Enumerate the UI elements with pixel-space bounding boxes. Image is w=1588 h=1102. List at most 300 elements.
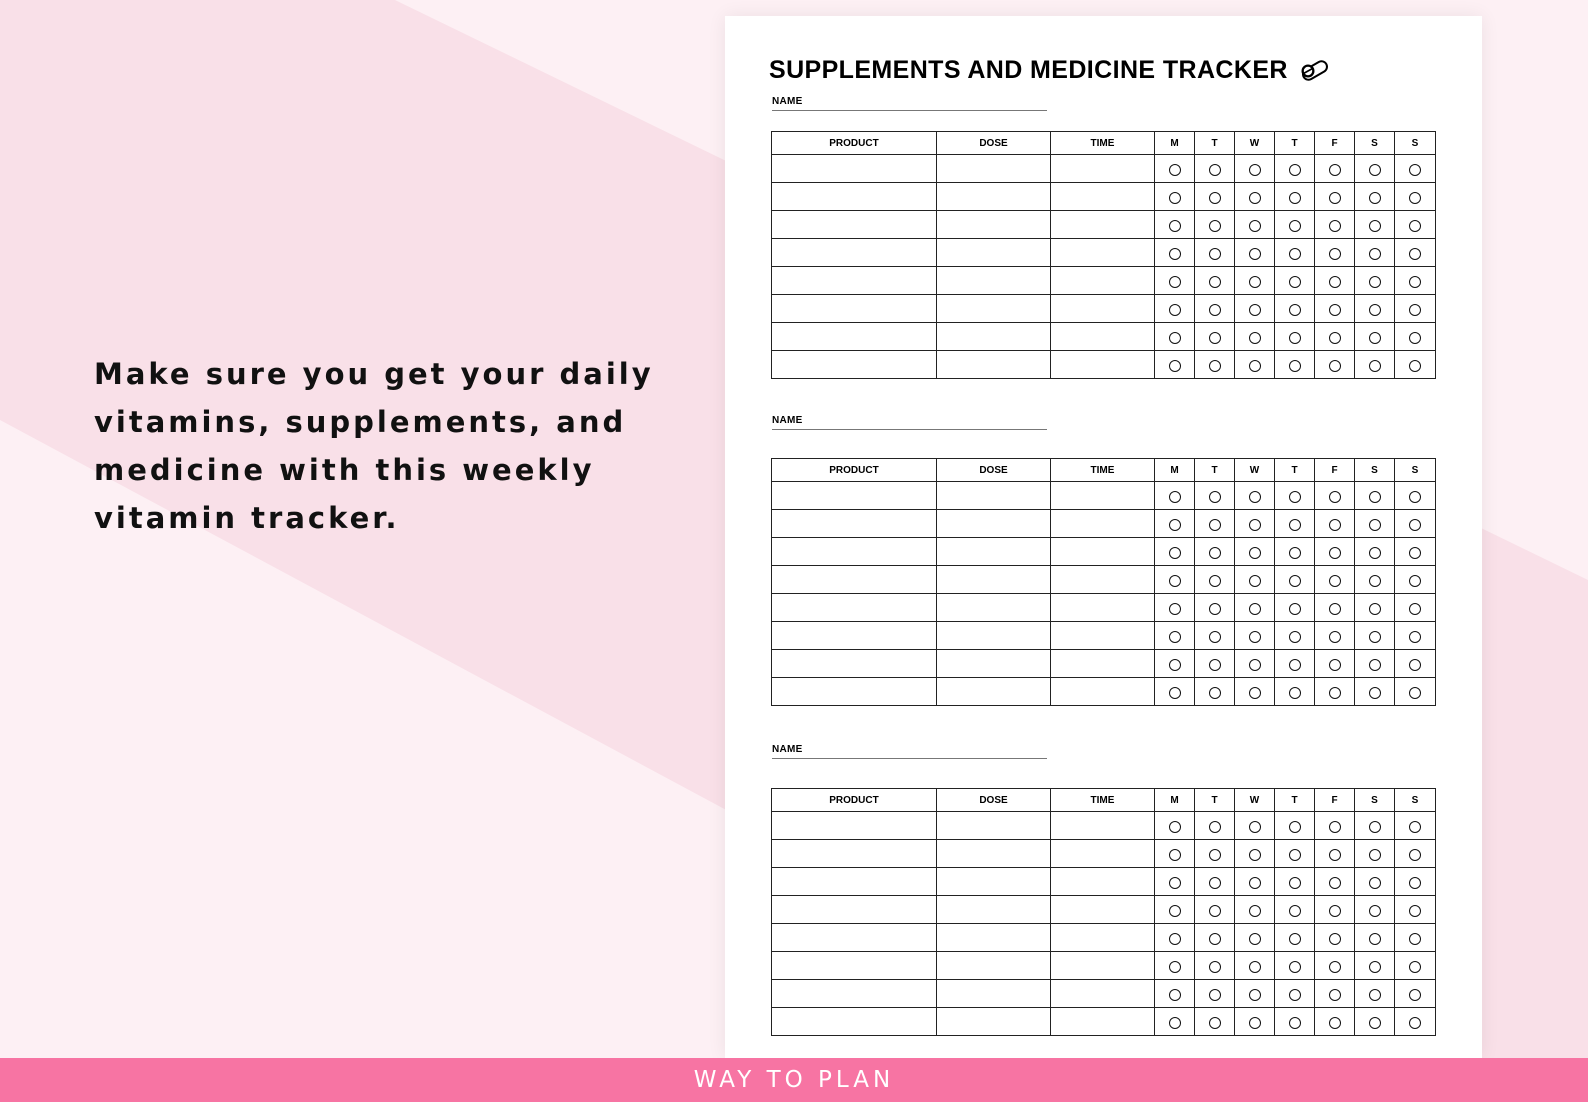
circle-checkbox-icon[interactable]	[1169, 192, 1181, 204]
day-check-cell[interactable]	[1315, 1008, 1355, 1036]
day-check-cell[interactable]	[1275, 622, 1315, 650]
circle-checkbox-icon[interactable]	[1409, 491, 1421, 503]
day-check-cell[interactable]	[1275, 980, 1315, 1008]
day-check-cell[interactable]	[1235, 1008, 1275, 1036]
time-cell[interactable]	[1051, 924, 1155, 952]
day-check-cell[interactable]	[1355, 482, 1395, 510]
day-check-cell[interactable]	[1275, 510, 1315, 538]
day-check-cell[interactable]	[1315, 566, 1355, 594]
circle-checkbox-icon[interactable]	[1329, 905, 1341, 917]
day-check-cell[interactable]	[1395, 538, 1436, 566]
circle-checkbox-icon[interactable]	[1289, 575, 1301, 587]
day-check-cell[interactable]	[1235, 622, 1275, 650]
day-check-cell[interactable]	[1235, 239, 1275, 267]
day-check-cell[interactable]	[1395, 323, 1436, 351]
product-cell[interactable]	[772, 924, 937, 952]
day-check-cell[interactable]	[1195, 538, 1235, 566]
day-check-cell[interactable]	[1355, 267, 1395, 295]
day-check-cell[interactable]	[1315, 323, 1355, 351]
circle-checkbox-icon[interactable]	[1289, 491, 1301, 503]
day-check-cell[interactable]	[1395, 622, 1436, 650]
day-check-cell[interactable]	[1315, 155, 1355, 183]
product-cell[interactable]	[772, 980, 937, 1008]
day-check-cell[interactable]	[1315, 868, 1355, 896]
product-cell[interactable]	[772, 482, 937, 510]
day-check-cell[interactable]	[1395, 868, 1436, 896]
circle-checkbox-icon[interactable]	[1169, 1017, 1181, 1029]
dose-cell[interactable]	[937, 538, 1051, 566]
day-check-cell[interactable]	[1395, 351, 1436, 379]
time-cell[interactable]	[1051, 510, 1155, 538]
day-check-cell[interactable]	[1355, 980, 1395, 1008]
dose-cell[interactable]	[937, 295, 1051, 323]
day-check-cell[interactable]	[1275, 295, 1315, 323]
circle-checkbox-icon[interactable]	[1169, 961, 1181, 973]
dose-cell[interactable]	[937, 924, 1051, 952]
circle-checkbox-icon[interactable]	[1369, 164, 1381, 176]
day-check-cell[interactable]	[1315, 538, 1355, 566]
day-check-cell[interactable]	[1195, 868, 1235, 896]
product-cell[interactable]	[772, 840, 937, 868]
circle-checkbox-icon[interactable]	[1409, 631, 1421, 643]
day-check-cell[interactable]	[1155, 980, 1195, 1008]
circle-checkbox-icon[interactable]	[1409, 877, 1421, 889]
name-field[interactable]	[772, 96, 1047, 111]
day-check-cell[interactable]	[1395, 980, 1436, 1008]
product-cell[interactable]	[772, 295, 937, 323]
day-check-cell[interactable]	[1315, 896, 1355, 924]
circle-checkbox-icon[interactable]	[1369, 519, 1381, 531]
dose-cell[interactable]	[937, 840, 1051, 868]
dose-cell[interactable]	[937, 622, 1051, 650]
day-check-cell[interactable]	[1195, 267, 1235, 295]
day-check-cell[interactable]	[1195, 323, 1235, 351]
dose-cell[interactable]	[937, 267, 1051, 295]
circle-checkbox-icon[interactable]	[1209, 360, 1221, 372]
day-check-cell[interactable]	[1235, 323, 1275, 351]
time-cell[interactable]	[1051, 1008, 1155, 1036]
circle-checkbox-icon[interactable]	[1369, 220, 1381, 232]
day-check-cell[interactable]	[1155, 952, 1195, 980]
circle-checkbox-icon[interactable]	[1369, 276, 1381, 288]
day-check-cell[interactable]	[1315, 840, 1355, 868]
day-check-cell[interactable]	[1155, 295, 1195, 323]
time-cell[interactable]	[1051, 323, 1155, 351]
time-cell[interactable]	[1051, 678, 1155, 706]
time-cell[interactable]	[1051, 566, 1155, 594]
time-cell[interactable]	[1051, 295, 1155, 323]
day-check-cell[interactable]	[1315, 594, 1355, 622]
circle-checkbox-icon[interactable]	[1209, 849, 1221, 861]
circle-checkbox-icon[interactable]	[1409, 603, 1421, 615]
product-cell[interactable]	[772, 1008, 937, 1036]
day-check-cell[interactable]	[1155, 678, 1195, 706]
circle-checkbox-icon[interactable]	[1209, 248, 1221, 260]
dose-cell[interactable]	[937, 239, 1051, 267]
day-check-cell[interactable]	[1355, 840, 1395, 868]
day-check-cell[interactable]	[1315, 239, 1355, 267]
day-check-cell[interactable]	[1275, 351, 1315, 379]
product-cell[interactable]	[772, 566, 937, 594]
circle-checkbox-icon[interactable]	[1369, 933, 1381, 945]
circle-checkbox-icon[interactable]	[1289, 659, 1301, 671]
day-check-cell[interactable]	[1155, 924, 1195, 952]
circle-checkbox-icon[interactable]	[1209, 989, 1221, 1001]
circle-checkbox-icon[interactable]	[1369, 332, 1381, 344]
day-check-cell[interactable]	[1195, 351, 1235, 379]
day-check-cell[interactable]	[1195, 622, 1235, 650]
circle-checkbox-icon[interactable]	[1169, 989, 1181, 1001]
day-check-cell[interactable]	[1155, 812, 1195, 840]
day-check-cell[interactable]	[1235, 924, 1275, 952]
day-check-cell[interactable]	[1315, 211, 1355, 239]
circle-checkbox-icon[interactable]	[1289, 989, 1301, 1001]
circle-checkbox-icon[interactable]	[1249, 575, 1261, 587]
circle-checkbox-icon[interactable]	[1409, 687, 1421, 699]
circle-checkbox-icon[interactable]	[1329, 304, 1341, 316]
circle-checkbox-icon[interactable]	[1249, 687, 1261, 699]
dose-cell[interactable]	[937, 980, 1051, 1008]
circle-checkbox-icon[interactable]	[1209, 603, 1221, 615]
day-check-cell[interactable]	[1315, 980, 1355, 1008]
circle-checkbox-icon[interactable]	[1369, 687, 1381, 699]
product-cell[interactable]	[772, 211, 937, 239]
day-check-cell[interactable]	[1155, 239, 1195, 267]
circle-checkbox-icon[interactable]	[1329, 192, 1341, 204]
day-check-cell[interactable]	[1195, 924, 1235, 952]
time-cell[interactable]	[1051, 183, 1155, 211]
day-check-cell[interactable]	[1195, 295, 1235, 323]
day-check-cell[interactable]	[1275, 267, 1315, 295]
day-check-cell[interactable]	[1395, 812, 1436, 840]
circle-checkbox-icon[interactable]	[1169, 360, 1181, 372]
day-check-cell[interactable]	[1155, 267, 1195, 295]
product-cell[interactable]	[772, 155, 937, 183]
time-cell[interactable]	[1051, 952, 1155, 980]
day-check-cell[interactable]	[1395, 155, 1436, 183]
day-check-cell[interactable]	[1355, 868, 1395, 896]
circle-checkbox-icon[interactable]	[1169, 659, 1181, 671]
time-cell[interactable]	[1051, 868, 1155, 896]
circle-checkbox-icon[interactable]	[1169, 304, 1181, 316]
circle-checkbox-icon[interactable]	[1409, 332, 1421, 344]
circle-checkbox-icon[interactable]	[1329, 248, 1341, 260]
product-cell[interactable]	[772, 323, 937, 351]
day-check-cell[interactable]	[1155, 323, 1195, 351]
day-check-cell[interactable]	[1195, 482, 1235, 510]
day-check-cell[interactable]	[1355, 323, 1395, 351]
dose-cell[interactable]	[937, 211, 1051, 239]
circle-checkbox-icon[interactable]	[1209, 276, 1221, 288]
circle-checkbox-icon[interactable]	[1409, 905, 1421, 917]
time-cell[interactable]	[1051, 538, 1155, 566]
circle-checkbox-icon[interactable]	[1409, 164, 1421, 176]
circle-checkbox-icon[interactable]	[1249, 905, 1261, 917]
product-cell[interactable]	[772, 183, 937, 211]
day-check-cell[interactable]	[1275, 868, 1315, 896]
circle-checkbox-icon[interactable]	[1169, 821, 1181, 833]
name-field[interactable]	[772, 415, 1047, 430]
time-cell[interactable]	[1051, 351, 1155, 379]
day-check-cell[interactable]	[1235, 812, 1275, 840]
day-check-cell[interactable]	[1155, 155, 1195, 183]
circle-checkbox-icon[interactable]	[1249, 961, 1261, 973]
day-check-cell[interactable]	[1195, 239, 1235, 267]
circle-checkbox-icon[interactable]	[1329, 631, 1341, 643]
dose-cell[interactable]	[937, 351, 1051, 379]
circle-checkbox-icon[interactable]	[1369, 192, 1381, 204]
day-check-cell[interactable]	[1315, 924, 1355, 952]
product-cell[interactable]	[772, 510, 937, 538]
circle-checkbox-icon[interactable]	[1169, 220, 1181, 232]
circle-checkbox-icon[interactable]	[1249, 491, 1261, 503]
day-check-cell[interactable]	[1195, 896, 1235, 924]
circle-checkbox-icon[interactable]	[1369, 821, 1381, 833]
circle-checkbox-icon[interactable]	[1289, 821, 1301, 833]
circle-checkbox-icon[interactable]	[1329, 877, 1341, 889]
product-cell[interactable]	[772, 896, 937, 924]
circle-checkbox-icon[interactable]	[1289, 961, 1301, 973]
day-check-cell[interactable]	[1395, 952, 1436, 980]
circle-checkbox-icon[interactable]	[1409, 276, 1421, 288]
circle-checkbox-icon[interactable]	[1209, 659, 1221, 671]
day-check-cell[interactable]	[1395, 183, 1436, 211]
day-check-cell[interactable]	[1235, 678, 1275, 706]
day-check-cell[interactable]	[1155, 622, 1195, 650]
dose-cell[interactable]	[937, 1008, 1051, 1036]
circle-checkbox-icon[interactable]	[1249, 332, 1261, 344]
day-check-cell[interactable]	[1395, 566, 1436, 594]
circle-checkbox-icon[interactable]	[1169, 933, 1181, 945]
day-check-cell[interactable]	[1275, 482, 1315, 510]
day-check-cell[interactable]	[1155, 1008, 1195, 1036]
circle-checkbox-icon[interactable]	[1289, 164, 1301, 176]
dose-cell[interactable]	[937, 510, 1051, 538]
circle-checkbox-icon[interactable]	[1289, 192, 1301, 204]
day-check-cell[interactable]	[1155, 594, 1195, 622]
day-check-cell[interactable]	[1355, 952, 1395, 980]
circle-checkbox-icon[interactable]	[1289, 220, 1301, 232]
circle-checkbox-icon[interactable]	[1249, 877, 1261, 889]
circle-checkbox-icon[interactable]	[1329, 547, 1341, 559]
circle-checkbox-icon[interactable]	[1369, 603, 1381, 615]
day-check-cell[interactable]	[1355, 650, 1395, 678]
product-cell[interactable]	[772, 678, 937, 706]
circle-checkbox-icon[interactable]	[1369, 989, 1381, 1001]
time-cell[interactable]	[1051, 840, 1155, 868]
day-check-cell[interactable]	[1315, 510, 1355, 538]
day-check-cell[interactable]	[1355, 924, 1395, 952]
circle-checkbox-icon[interactable]	[1169, 332, 1181, 344]
circle-checkbox-icon[interactable]	[1289, 547, 1301, 559]
day-check-cell[interactable]	[1235, 840, 1275, 868]
day-check-cell[interactable]	[1235, 267, 1275, 295]
circle-checkbox-icon[interactable]	[1329, 659, 1341, 671]
circle-checkbox-icon[interactable]	[1169, 519, 1181, 531]
day-check-cell[interactable]	[1275, 323, 1315, 351]
circle-checkbox-icon[interactable]	[1169, 276, 1181, 288]
day-check-cell[interactable]	[1355, 155, 1395, 183]
time-cell[interactable]	[1051, 239, 1155, 267]
day-check-cell[interactable]	[1395, 1008, 1436, 1036]
circle-checkbox-icon[interactable]	[1249, 1017, 1261, 1029]
circle-checkbox-icon[interactable]	[1369, 849, 1381, 861]
circle-checkbox-icon[interactable]	[1249, 220, 1261, 232]
circle-checkbox-icon[interactable]	[1209, 547, 1221, 559]
day-check-cell[interactable]	[1155, 538, 1195, 566]
circle-checkbox-icon[interactable]	[1329, 989, 1341, 1001]
day-check-cell[interactable]	[1275, 183, 1315, 211]
circle-checkbox-icon[interactable]	[1329, 961, 1341, 973]
day-check-cell[interactable]	[1235, 952, 1275, 980]
circle-checkbox-icon[interactable]	[1289, 877, 1301, 889]
day-check-cell[interactable]	[1155, 482, 1195, 510]
day-check-cell[interactable]	[1275, 650, 1315, 678]
day-check-cell[interactable]	[1395, 295, 1436, 323]
circle-checkbox-icon[interactable]	[1409, 659, 1421, 671]
dose-cell[interactable]	[937, 566, 1051, 594]
day-check-cell[interactable]	[1195, 211, 1235, 239]
day-check-cell[interactable]	[1275, 840, 1315, 868]
day-check-cell[interactable]	[1395, 594, 1436, 622]
day-check-cell[interactable]	[1355, 566, 1395, 594]
circle-checkbox-icon[interactable]	[1249, 519, 1261, 531]
day-check-cell[interactable]	[1155, 510, 1195, 538]
day-check-cell[interactable]	[1395, 267, 1436, 295]
circle-checkbox-icon[interactable]	[1369, 491, 1381, 503]
circle-checkbox-icon[interactable]	[1329, 360, 1341, 372]
circle-checkbox-icon[interactable]	[1249, 164, 1261, 176]
circle-checkbox-icon[interactable]	[1329, 575, 1341, 587]
circle-checkbox-icon[interactable]	[1249, 248, 1261, 260]
day-check-cell[interactable]	[1235, 155, 1275, 183]
circle-checkbox-icon[interactable]	[1249, 659, 1261, 671]
circle-checkbox-icon[interactable]	[1249, 989, 1261, 1001]
circle-checkbox-icon[interactable]	[1289, 248, 1301, 260]
day-check-cell[interactable]	[1395, 678, 1436, 706]
day-check-cell[interactable]	[1355, 594, 1395, 622]
product-cell[interactable]	[772, 267, 937, 295]
circle-checkbox-icon[interactable]	[1409, 961, 1421, 973]
day-check-cell[interactable]	[1355, 183, 1395, 211]
day-check-cell[interactable]	[1395, 840, 1436, 868]
circle-checkbox-icon[interactable]	[1249, 360, 1261, 372]
circle-checkbox-icon[interactable]	[1409, 360, 1421, 372]
day-check-cell[interactable]	[1275, 896, 1315, 924]
day-check-cell[interactable]	[1395, 650, 1436, 678]
product-cell[interactable]	[772, 351, 937, 379]
circle-checkbox-icon[interactable]	[1409, 519, 1421, 531]
circle-checkbox-icon[interactable]	[1329, 603, 1341, 615]
circle-checkbox-icon[interactable]	[1329, 332, 1341, 344]
day-check-cell[interactable]	[1355, 678, 1395, 706]
day-check-cell[interactable]	[1355, 351, 1395, 379]
circle-checkbox-icon[interactable]	[1329, 491, 1341, 503]
day-check-cell[interactable]	[1155, 566, 1195, 594]
circle-checkbox-icon[interactable]	[1329, 276, 1341, 288]
circle-checkbox-icon[interactable]	[1369, 631, 1381, 643]
circle-checkbox-icon[interactable]	[1289, 519, 1301, 531]
circle-checkbox-icon[interactable]	[1209, 1017, 1221, 1029]
circle-checkbox-icon[interactable]	[1249, 547, 1261, 559]
circle-checkbox-icon[interactable]	[1289, 360, 1301, 372]
day-check-cell[interactable]	[1275, 211, 1315, 239]
day-check-cell[interactable]	[1235, 295, 1275, 323]
day-check-cell[interactable]	[1275, 924, 1315, 952]
circle-checkbox-icon[interactable]	[1209, 332, 1221, 344]
circle-checkbox-icon[interactable]	[1249, 821, 1261, 833]
circle-checkbox-icon[interactable]	[1289, 603, 1301, 615]
circle-checkbox-icon[interactable]	[1169, 687, 1181, 699]
day-check-cell[interactable]	[1275, 594, 1315, 622]
circle-checkbox-icon[interactable]	[1209, 491, 1221, 503]
circle-checkbox-icon[interactable]	[1369, 1017, 1381, 1029]
circle-checkbox-icon[interactable]	[1409, 192, 1421, 204]
day-check-cell[interactable]	[1235, 351, 1275, 379]
circle-checkbox-icon[interactable]	[1369, 575, 1381, 587]
circle-checkbox-icon[interactable]	[1209, 220, 1221, 232]
circle-checkbox-icon[interactable]	[1209, 933, 1221, 945]
dose-cell[interactable]	[937, 650, 1051, 678]
day-check-cell[interactable]	[1395, 924, 1436, 952]
circle-checkbox-icon[interactable]	[1409, 821, 1421, 833]
dose-cell[interactable]	[937, 482, 1051, 510]
day-check-cell[interactable]	[1355, 622, 1395, 650]
circle-checkbox-icon[interactable]	[1289, 304, 1301, 316]
circle-checkbox-icon[interactable]	[1369, 659, 1381, 671]
circle-checkbox-icon[interactable]	[1169, 164, 1181, 176]
day-check-cell[interactable]	[1275, 952, 1315, 980]
day-check-cell[interactable]	[1195, 678, 1235, 706]
circle-checkbox-icon[interactable]	[1329, 821, 1341, 833]
day-check-cell[interactable]	[1235, 650, 1275, 678]
day-check-cell[interactable]	[1315, 267, 1355, 295]
day-check-cell[interactable]	[1275, 1008, 1315, 1036]
day-check-cell[interactable]	[1155, 868, 1195, 896]
circle-checkbox-icon[interactable]	[1369, 905, 1381, 917]
circle-checkbox-icon[interactable]	[1369, 961, 1381, 973]
dose-cell[interactable]	[937, 952, 1051, 980]
circle-checkbox-icon[interactable]	[1289, 905, 1301, 917]
time-cell[interactable]	[1051, 155, 1155, 183]
day-check-cell[interactable]	[1155, 211, 1195, 239]
circle-checkbox-icon[interactable]	[1289, 631, 1301, 643]
circle-checkbox-icon[interactable]	[1209, 687, 1221, 699]
day-check-cell[interactable]	[1275, 239, 1315, 267]
day-check-cell[interactable]	[1355, 510, 1395, 538]
day-check-cell[interactable]	[1235, 868, 1275, 896]
day-check-cell[interactable]	[1315, 622, 1355, 650]
day-check-cell[interactable]	[1195, 952, 1235, 980]
circle-checkbox-icon[interactable]	[1409, 989, 1421, 1001]
circle-checkbox-icon[interactable]	[1329, 1017, 1341, 1029]
circle-checkbox-icon[interactable]	[1329, 164, 1341, 176]
time-cell[interactable]	[1051, 594, 1155, 622]
name-field[interactable]	[772, 744, 1047, 759]
dose-cell[interactable]	[937, 868, 1051, 896]
circle-checkbox-icon[interactable]	[1369, 304, 1381, 316]
circle-checkbox-icon[interactable]	[1249, 631, 1261, 643]
circle-checkbox-icon[interactable]	[1369, 877, 1381, 889]
day-check-cell[interactable]	[1195, 183, 1235, 211]
day-check-cell[interactable]	[1235, 211, 1275, 239]
day-check-cell[interactable]	[1195, 510, 1235, 538]
circle-checkbox-icon[interactable]	[1409, 849, 1421, 861]
day-check-cell[interactable]	[1355, 896, 1395, 924]
circle-checkbox-icon[interactable]	[1289, 332, 1301, 344]
day-check-cell[interactable]	[1235, 594, 1275, 622]
day-check-cell[interactable]	[1355, 538, 1395, 566]
